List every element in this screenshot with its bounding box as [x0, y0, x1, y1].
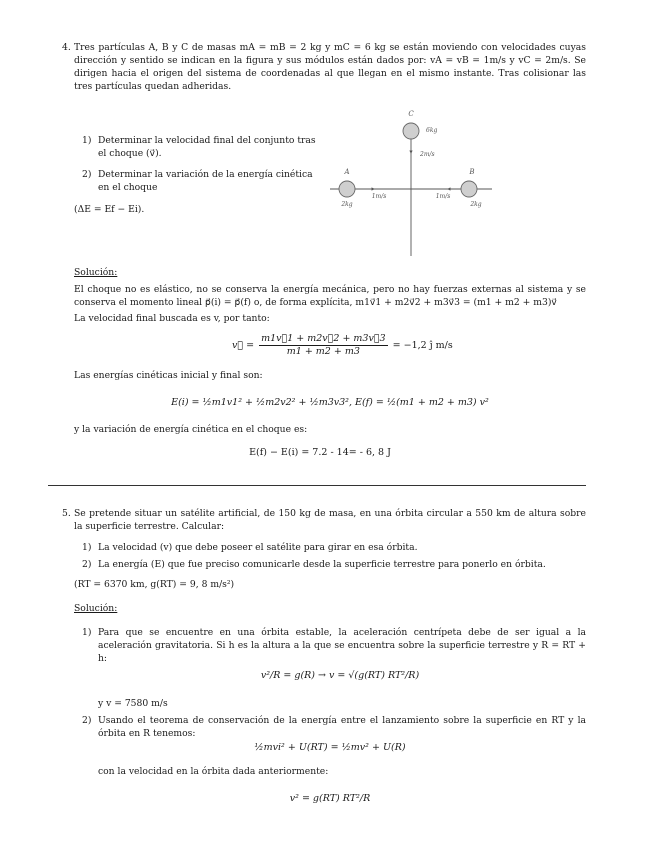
p5-question-1: La velocidad (v) que debe poseer el satélite para girar en esa órbita.: [98, 542, 418, 553]
collision-figure: [326, 104, 496, 258]
problem-4-number: 4.: [62, 42, 71, 53]
particle-c: [403, 123, 419, 139]
mass-a: 2kg: [341, 201, 353, 208]
velocity-c: 2m/s: [420, 151, 435, 158]
p4-question-2: Determinar la variación de la energía cinética en el choque: [98, 169, 313, 193]
eq1-numerator: m1v⃗1 + m2v⃗2 + m3v⃗3: [261, 333, 386, 344]
problem-5-number: 5.: [62, 508, 71, 519]
eq1-denominator: m1 + m2 + m3: [286, 346, 360, 357]
problem-4-statement: Tres partículas A, B y C de masas mA = mB = 2 kg y mC = 6 kg se están moviendo con velocidades cuyas dirección y sentido se indican en la figura y sus módulos están dados por: vA = vB = 1m/s y vC = 2m/s. Se dirigen hacia el origen del sistema de coordenadas al que llegan en el mismo instante. Tras colisionar las tres partículas quedan adheridas.: [74, 42, 586, 92]
equation-energy-conservation: ½mvi² + U(RT) = ½mv² + U(R): [254, 742, 406, 753]
p5-solution-2: Usando el teorema de conservación de la energía entre el lanzamiento sobre la superficie en RT y la órbita en R tenemos:: [98, 715, 586, 739]
label-a: A: [344, 168, 350, 176]
p5-solution-1-result: y v = 7580 m/s: [98, 698, 168, 709]
label-c: C: [408, 110, 414, 118]
velocity-a: 1m/s: [371, 193, 387, 200]
p5-solution-title: Solución:: [74, 603, 118, 614]
arrow-a-icon: [372, 187, 376, 190]
p5-solution-1-number: 1): [82, 627, 92, 638]
label-b: B: [469, 168, 475, 176]
particle-a: [339, 181, 355, 197]
p5-given-data: (RT = 6370 km, g(RT) = 9, 8 m/s²): [74, 579, 235, 590]
equation-final-velocity: [232, 333, 453, 358]
p4-solution-paragraph-3: Las energías cinéticas inicial y final son:: [74, 370, 263, 381]
p4-question-2-formula: (ΔE = Ef − Ei).: [74, 204, 145, 215]
p4-solution-title: Solución:: [74, 267, 118, 278]
section-divider: [48, 485, 586, 486]
problem-5-statement: Se pretende situar un satélite artificial, de 150 kg de masa, en una órbita circular a 550 km de altura sobre la superficie terrestre. Calcular:: [74, 508, 586, 532]
eq1-lhs: v⃗ =: [232, 340, 255, 351]
p4-solution-paragraph-1: El choque no es elástico, no se conserva la energía mecánica, pero no hay fuerzas externas al sistema y se conserva el momento lineal p⃗(i) = p⃗(f) o, de forma explícita, m1v⃗1 + m2v⃗2 + m3v⃗3 = (m1 + m2 + m3)v⃗: [74, 284, 586, 308]
p4-question-1: Determinar la velocidad final del conjunto tras el choque (v⃗).: [98, 135, 316, 159]
equation-velocity-squared: v² = g(RT) RT²/R: [289, 793, 371, 804]
p4-question-2-number: 2): [82, 169, 92, 180]
arrow-b-icon: [447, 187, 451, 190]
equation-energy-change: E(f) − E(i) = 7.2 - 14= - 6, 8 J: [249, 447, 391, 458]
p5-question-1-number: 1): [82, 542, 92, 553]
equation-orbital-velocity: v²/R = g(R) → v = √(g(RT) RT²/R): [260, 670, 420, 681]
p5-question-2: La energía (E) que fue preciso comunicarle desde la superficie terrestre para ponerlo en órbita.: [98, 559, 546, 570]
eq1-rhs: = −1,2 ĵ m/s: [392, 340, 453, 351]
p5-solution-1: Para que se encuentre en una órbita estable, la aceleración centrípeta debe de ser igual a la aceleración gravitatoria. Si h es la altura a la que se encuentra sobre la superficie terrestre y R = RT + h:: [98, 627, 586, 664]
p4-solution-paragraph-4: y la variación de energía cinética en el choque es:: [74, 424, 308, 435]
particle-b: [461, 181, 477, 197]
equation-kinetic-energies: E(i) = ½m1v1² + ½m2v2² + ½m3v3², E(f) = ½(m1 + m2 + m3) v²: [171, 397, 489, 408]
velocity-b: 1m/s: [435, 193, 451, 200]
p5-question-2-number: 2): [82, 559, 92, 570]
p4-question-1-number: 1): [82, 135, 92, 146]
mass-b: 2kg: [470, 201, 482, 208]
mass-c: 6kg: [426, 127, 438, 134]
arrow-c-icon: [409, 151, 412, 155]
p5-solution-2b: con la velocidad en la órbita dada anteriormente:: [98, 766, 329, 777]
p5-solution-2-number: 2): [82, 715, 92, 726]
p4-solution-paragraph-2: La velocidad final buscada es v, por tanto:: [74, 313, 270, 324]
